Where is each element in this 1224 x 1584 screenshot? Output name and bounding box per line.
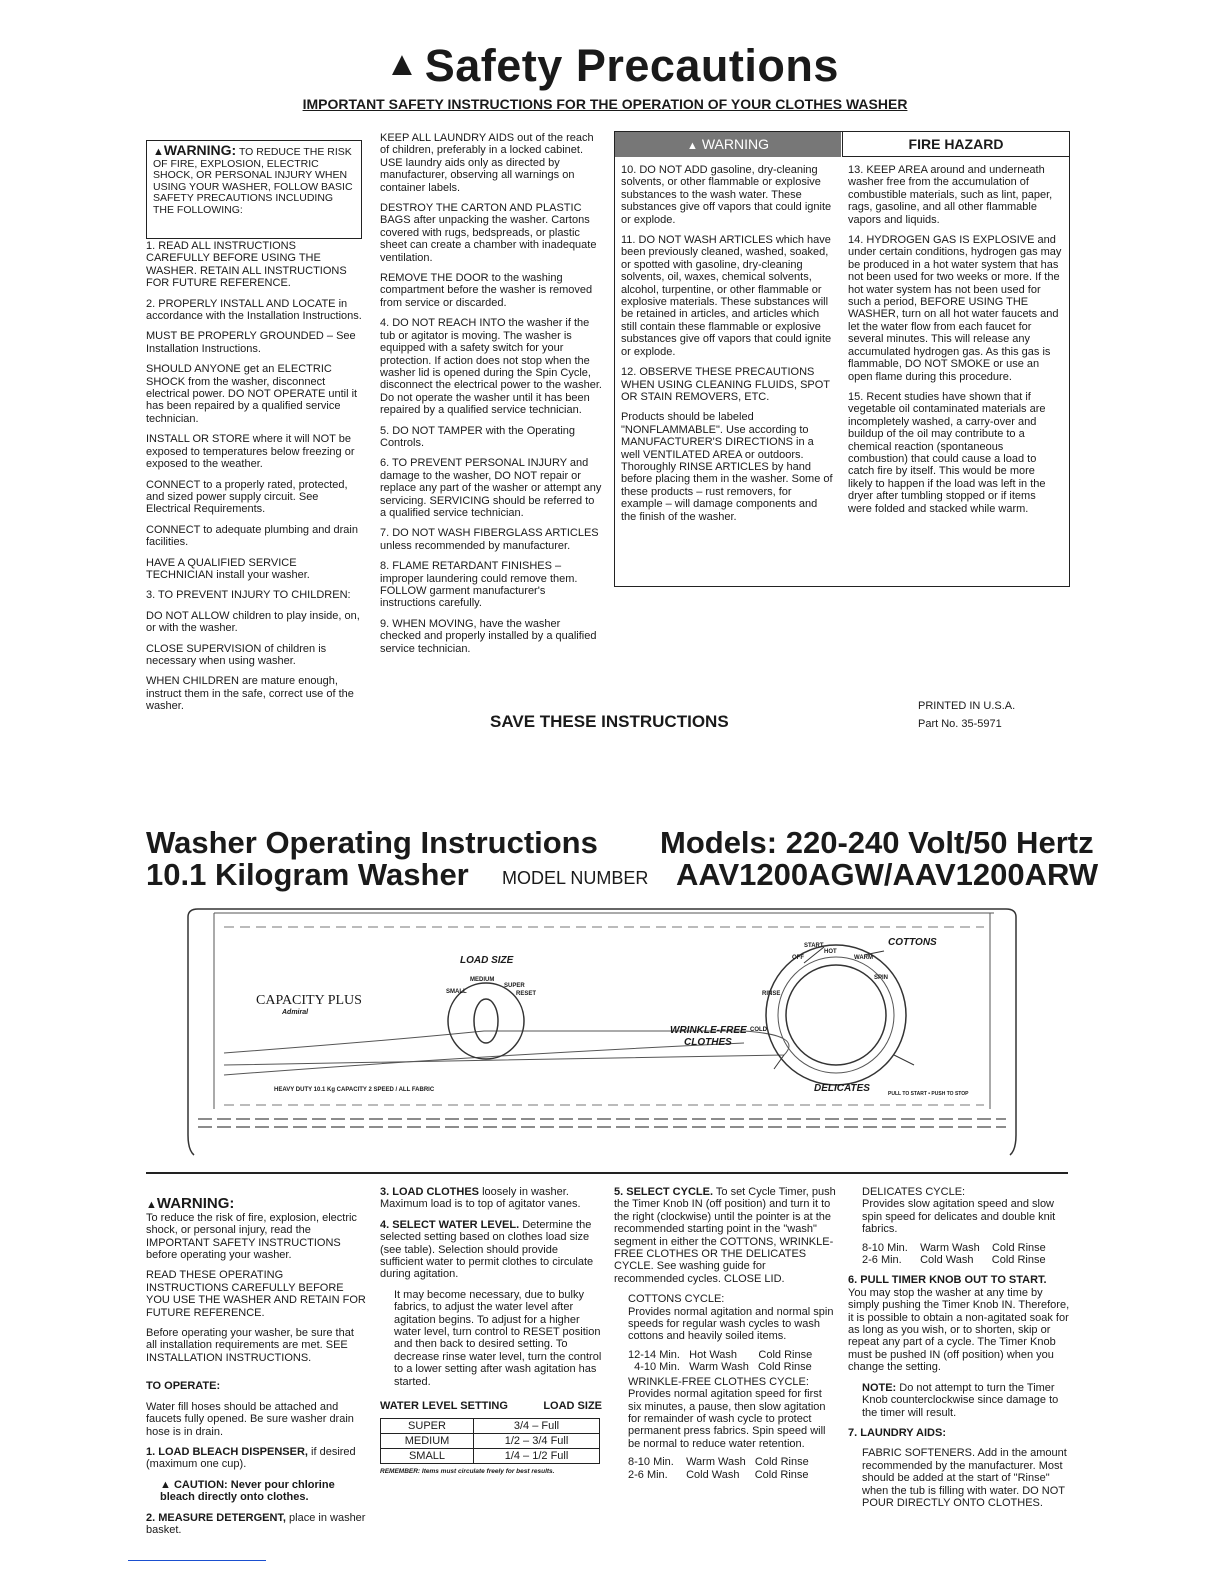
safety-column-1	[146, 240, 362, 721]
cottons-text: Provides normal agitation and normal spin speeds for regular wash cycles to wash cottons and heavily soiled items.	[628, 1305, 834, 1343]
hoses-note: Water fill hoses should be attached and faucets fully opened. Be sure washer drain hose is in drain.	[146, 1400, 354, 1438]
instruction-12: 12. OBSERVE THESE PRECAUTIONS WHEN USING CLEANING FLUIDS, SPOT OR STAIN REMOVERS, ETC.	[621, 366, 830, 403]
step-4	[380, 1219, 602, 1281]
step-3-text: loosely in washer. Maximum load is to top of agitator vanes.	[380, 1186, 581, 1211]
service-note: HAVE A QUALIFIED SERVICE TECHNICIAN install your washer.	[146, 556, 310, 581]
instruction-1: 1. READ ALL INSTRUCTIONS CAREFULLY BEFORE USING THE WASHER. RETAIN ALL INSTRUCTIONS FOR FUTURE REFERENCE.	[146, 240, 347, 290]
step-1-text: if desired (maximum one cup).	[146, 1445, 356, 1471]
instruction-15: 15. Recent studies have shown that if vegetable oil contaminated materials are incompletely washed, a carry-over and buildup of the oil may contribute to a chemical reaction (spontaneous combustion) that could cause a load to catch fire by itself. This would be more likely to happen if the load was left in the dryer after tumbling stopped or if items were folded and stacked while warm.	[848, 390, 1046, 515]
warning-text: TO REDUCE THE RISK OF FIRE, EXPLOSION, ELECTRIC SHOCK, OR PERSONAL INJURY WHEN USING YOUR WASHER, FOLLOW BASIC SAFETY PRECAUTIONS INCLUDING THE FOLLOWING:	[153, 146, 353, 216]
delicates-cycle	[862, 1186, 1070, 1236]
water-level-table	[380, 1418, 600, 1464]
warning-triangle-icon	[385, 45, 419, 83]
step-2-title: 2. MEASURE DETERGENT,	[146, 1511, 286, 1524]
operating-warning	[146, 1186, 366, 1261]
fire-hazard-header: FIRE HAZARD	[842, 132, 1069, 157]
delicates-time-1: 8-10 Min. Warm Wash Cold Rinse	[862, 1241, 1046, 1254]
to-operate-heading: TO OPERATE:	[146, 1380, 221, 1393]
step-7-title: 7. LAUNDRY AIDS:	[848, 1426, 946, 1439]
pull-push-label: PULL TO START • PUSH TO STOP	[888, 1091, 969, 1097]
read-instructions-note: READ THESE OPERATING INSTRUCTIONS CAREFULLY BEFORE YOU USE THE WASHER AND RETAIN FOR FUTURE REFERENCE.	[146, 1269, 366, 1319]
model-number-label: MODEL NUMBER	[502, 868, 649, 888]
step-2	[146, 1512, 366, 1537]
table-row	[381, 1419, 600, 1434]
delicates-text: Provides slow agitation speed and slow spin speed for delicates and double knit fabrics.	[862, 1198, 1056, 1236]
water-level-header: WATER LEVEL SETTING	[380, 1400, 508, 1413]
warning-label: WARNING:	[163, 142, 237, 158]
nonflammable-note: Products should be labeled "NONFLAMMABLE". Use according to MANUFACTURER'S DIRECTIONS in a well VENTILATED AREA or outdoors. Thoroughly RINSE ARTICLES by hand before placing them in the washer. Some of these products – rust removers, for example – will damage components and the finish of the washer.	[621, 411, 833, 523]
brand-logo: CAPACITY PLUS	[256, 993, 362, 1008]
remember-note: REMEMBER: Items must circulate freely for best results.	[380, 1468, 555, 1476]
operating-instructions-title: Washer Operating Instructions	[146, 825, 598, 860]
step-6	[848, 1274, 1070, 1373]
grounding-note: MUST BE PROPERLY GROUNDED – See Installation Instructions.	[146, 330, 356, 355]
water-level-adjust-note: It may become necessary, due to bulky fabrics, to adjust the water level after agitation begins. To adjust for a higher water level, turn control to RESET position and then back to desired setting. To decrease rinse water level, turn the control to a lower setting after wash agitation has started.	[394, 1288, 602, 1388]
dial-spin-label: SPIN	[874, 975, 889, 981]
warning-triangle-icon	[153, 146, 164, 158]
size-cell: 1/2 – 3/4 Full	[474, 1434, 600, 1449]
step-3-title: 3. LOAD CLOTHES	[380, 1186, 480, 1198]
load-size-header: LOAD SIZE	[543, 1400, 602, 1413]
operating-column-3	[614, 1186, 836, 1481]
cottons-title: COTTONS CYCLE:	[628, 1293, 725, 1306]
caution-text: CAUTION: Never pour chlorine bleach directly onto clothes.	[160, 1478, 335, 1504]
door-note: REMOVE THE DOOR to the washing compartment before the washer is removed from service or discarded.	[380, 272, 593, 309]
warning-label: WARNING:	[156, 1195, 235, 1213]
timer-note	[848, 1382, 1070, 1419]
shock-note: SHOULD ANYONE get an ELECTRIC SHOCK from the washer, disconnect electrical power. DO NOT OPERATE until it has been repaired by a qualified service technician.	[146, 363, 358, 425]
dial-off-label: OFF	[792, 955, 804, 961]
delicates-time-2: 2-6 Min. Cold Wash Cold Rinse	[862, 1254, 1046, 1267]
dial-cold-label: COLD	[750, 1027, 767, 1033]
step-5-title: 5. SELECT CYCLE.	[614, 1186, 714, 1198]
printed-in: PRINTED IN U.S.A.	[918, 700, 1016, 712]
load-medium-label: MEDIUM	[470, 977, 495, 983]
warning-label: WARNING	[701, 136, 769, 152]
warning-box	[146, 140, 362, 239]
cottons-time-1: 12-14 Min. Hot Wash Cold Rinse	[628, 1348, 813, 1361]
dial-warm-label: WARM	[854, 955, 873, 961]
warning-triangle-icon	[146, 1199, 157, 1211]
step-3	[380, 1186, 602, 1211]
wrinkle-free-time-1: 8-10 Min. Warm Wash Cold Rinse	[628, 1456, 809, 1469]
load-reset-label: RESET	[516, 991, 537, 997]
save-instructions: SAVE THESE INSTRUCTIONS	[490, 712, 729, 731]
delicates-title: DELICATES CYCLE:	[862, 1186, 966, 1198]
instruction-8: 8. FLAME RETARDANT FINISHES – improper laundering could remove them. FOLLOW garment manufacturer's instructions carefully.	[380, 560, 578, 610]
note-text: Do not attempt to turn the Timer Knob counterclockwise since damage to the timer will result.	[862, 1381, 1059, 1419]
warning-text: To reduce the risk of fire, explosion, electric shock, or personal injury, read the IMPORTANT SAFETY INSTRUCTIONS before operating your washer.	[146, 1211, 357, 1262]
children-instruct-note: WHEN CHILDREN are mature enough, instruct them in the safe, correct use of the washer.	[146, 675, 354, 713]
table-row	[381, 1434, 600, 1449]
instruction-14: 14. HYDROGEN GAS IS EXPLOSIVE and under certain conditions, hydrogen gas may be produced in a hot water system that has not been used for two weeks or more. If the hot water system has not been used for such a period, BEFORE USING THE WASHER, turn on all hot water faucets and let the water flow from each faucet for several minutes. This will release any accumulated hydrogen gas. As this gas is flammable, DO NOT SMOKE or use an open flame during this procedure.	[848, 234, 1062, 383]
part-number: Part No. 35-5971	[918, 718, 1002, 730]
step-7	[848, 1427, 1070, 1439]
step-6-title: 6. PULL TIMER KNOB OUT TO START.	[848, 1274, 1047, 1287]
size-cell: 3/4 – Full	[474, 1419, 600, 1434]
warning-triangle-icon	[160, 1479, 171, 1491]
operating-column-1	[146, 1186, 366, 1544]
instruction-13: 13. KEEP AREA around and underneath washer free from the accumulation of combustible materials, such as lint, paper, rags, gasoline, and all other flammable vapors and liquids.	[848, 164, 1053, 226]
step-4-text: Determine the selected setting based on clothes load size (see table). Selection should provide sufficient water to permit clothes to circulate during agitation.	[380, 1218, 594, 1281]
instruction-3: 3. TO PREVENT INJURY TO CHILDREN:	[146, 589, 351, 602]
setting-cell: SUPER	[381, 1419, 474, 1434]
cottons-time-2: 4-10 Min. Warm Wash Cold Rinse	[628, 1361, 812, 1374]
setting-cell: SMALL	[381, 1449, 474, 1464]
instruction-10: 10. DO NOT ADD gasoline, dry-cleaning solvents, or other flammable or explosive substances to the wash water. These substances give off vapors that could ignite or explode.	[621, 164, 832, 226]
warning-triangle-icon	[687, 140, 698, 152]
plumbing-note: CONNECT to adequate plumbing and drain facilities.	[146, 523, 358, 549]
footer-line	[128, 1560, 266, 1561]
bleach-caution	[146, 1479, 366, 1504]
children-play-note: DO NOT ALLOW children to play inside, on, or with the washer.	[146, 609, 360, 635]
step-6-text: You may stop the washer at any time by simply pushing the Timer Knob IN. Therefore, it is possible to obtain a non-agitated soak for as long as you wish, or to shorten, skip or repeat any part of a cycle. The Timer Knob must be pushed IN (off position) when you change the setting.	[848, 1286, 1070, 1374]
cottons-label: COTTONS	[888, 937, 937, 948]
supervision-note: CLOSE SUPERVISION of children is necessary when using washer.	[146, 642, 327, 667]
warning-header	[615, 132, 841, 157]
wrinkle-free-label: WRINKLE-FREE	[670, 1025, 747, 1036]
safety-column-2	[380, 132, 602, 663]
wrinkle-free-title: WRINKLE-FREE CLOTHES CYCLE:	[628, 1375, 809, 1388]
wrinkle-free-cycle	[628, 1376, 836, 1450]
note-label: NOTE:	[862, 1381, 897, 1394]
installation-requirements-note: Before operating your washer, be sure that all installation requirements are met. SEE INSTALLATION INSTRUCTIONS.	[146, 1327, 354, 1364]
operating-column-4	[848, 1186, 1070, 1517]
instruction-5: 5. DO NOT TAMPER with the Operating Controls.	[380, 424, 576, 449]
dial-start-label: START	[804, 943, 824, 949]
page-title: Safety Precautions	[424, 40, 839, 91]
install-store-note: INSTALL OR STORE where it will NOT be exposed to temperatures below freezing or exposed to the weather.	[146, 433, 355, 471]
size-cell: 1/4 – 1/2 Full	[474, 1449, 600, 1464]
load-size-label: LOAD SIZE	[460, 955, 514, 966]
load-super-label: SUPER	[504, 983, 525, 989]
dial-rinse-label: RINSE	[762, 991, 781, 997]
wrinkle-free-text: Provides normal agitation speed for first six minutes, a pause, then slow agitation for remainder of wash cycle to protect permanent press fabrics. Spin speed will be normal to reduce water retention.	[628, 1388, 826, 1450]
panel-feature-text: HEAVY DUTY 10.1 Kg CAPACITY 2 SPEED / ALL FABRIC	[274, 1087, 435, 1093]
clothes-label: CLOTHES	[684, 1037, 732, 1048]
laundry-aids-note: KEEP ALL LAUNDRY AIDS out of the reach of children, preferably in a locked cabinet. USE laundry aids only as directed by manufacturer, observing all warnings on container labels.	[380, 132, 594, 194]
step-2-text: place in washer basket.	[146, 1511, 366, 1536]
washer-capacity-title: 10.1 Kilogram Washer	[146, 857, 469, 892]
models-title: Models: 220-240 Volt/50 Hertz	[660, 825, 1094, 860]
page-subtitle: IMPORTANT SAFETY INSTRUCTIONS FOR THE OPERATION OF YOUR CLOTHES WASHER	[302, 96, 908, 112]
instruction-7: 7. DO NOT WASH FIBERGLASS ARTICLES unless recommended by manufacturer.	[380, 527, 599, 552]
carton-note: DESTROY THE CARTON AND PLASTIC BAGS after unpacking the washer. Cartons covered with rugs, bedspreads, or plastic sheet can create a chamber with inadequate ventilation.	[380, 202, 597, 264]
instruction-6: 6. TO PREVENT PERSONAL INJURY and damage to the washer, DO NOT repair or replace any part of the washer or attempt any servicing. SERVICING should be referred to a qualified service technician.	[380, 457, 602, 519]
instruction-9: 9. WHEN MOVING, have the washer checked and properly installed by a qualified service technician.	[380, 617, 597, 655]
operating-column-2	[380, 1186, 602, 1475]
fabric-softeners-note: FABRIC SOFTENERS. Add in the amount recommended by the manufacturer. Most should be added at the start of "Rinse" when the tub is filling with water. DO NOT POUR DIRECTLY ONTO CLOTHES.	[862, 1447, 1067, 1509]
dial-hot-label: HOT	[824, 949, 837, 955]
step-4-title: 4. SELECT WATER LEVEL.	[380, 1218, 520, 1231]
power-supply-note: CONNECT to a properly rated, protected, and sized power supply circuit. See Electrical Requirements.	[146, 478, 348, 516]
fire-hazard-box	[614, 131, 1070, 587]
step-5-text: To set Cycle Timer, push the Timer Knob IN (off position) and turn it to the right (clockwise) until the pointer is at the recommended starting point in the "wash" segment in either the COTTONS, WRINKLE-FREE CLOTHES OR THE DELICATES CYCLE. See washing guide for recommended cycles. CLOSE LID.	[614, 1186, 836, 1285]
delicates-label: DELICATES	[814, 1083, 870, 1094]
table-row	[381, 1449, 600, 1464]
wrinkle-free-time-2: 2-6 Min. Cold Wash Cold Rinse	[628, 1468, 809, 1481]
load-small-label: SMALL	[446, 989, 467, 995]
water-level-table-header	[380, 1400, 602, 1412]
setting-cell: MEDIUM	[381, 1434, 474, 1449]
brand-sub-logo: Admiral	[282, 1009, 309, 1016]
section-divider	[146, 1172, 1068, 1174]
instruction-11: 11. DO NOT WASH ARTICLES which have been previously cleaned, washed, soaked, or spotted with gasoline, dry-cleaning solvents, oil, waxes, chemical solvents, alcohol, turpentine, or other flammable or explosive materials. These substances will be retained in articles, and articles which still contain these flammable or explosive substances give off vapors that could ignite or explode.	[621, 234, 832, 358]
step-1	[146, 1446, 366, 1471]
instruction-2: 2. PROPERLY INSTALL AND LOCATE in accordance with the Installation Instructions.	[146, 297, 362, 323]
page-title-block	[0, 40, 1224, 92]
step-1-title: 1. LOAD BLEACH DISPENSER,	[146, 1445, 308, 1458]
instruction-4: 4. DO NOT REACH INTO the washer if the tub or agitator is moving. The washer is equipped with a safety switch for your protection. If action does not stop when the washer lid is opened during the Spin Cycle, disconnect the electrical power to the washer. Do not operate the washer until it has been repaired by a qualified service technician.	[380, 317, 602, 417]
cottons-cycle	[628, 1293, 836, 1343]
control-panel	[184, 905, 1020, 1157]
model-number: AAV1200AGW/AAV1200ARW	[676, 857, 1099, 892]
step-5	[614, 1186, 836, 1285]
